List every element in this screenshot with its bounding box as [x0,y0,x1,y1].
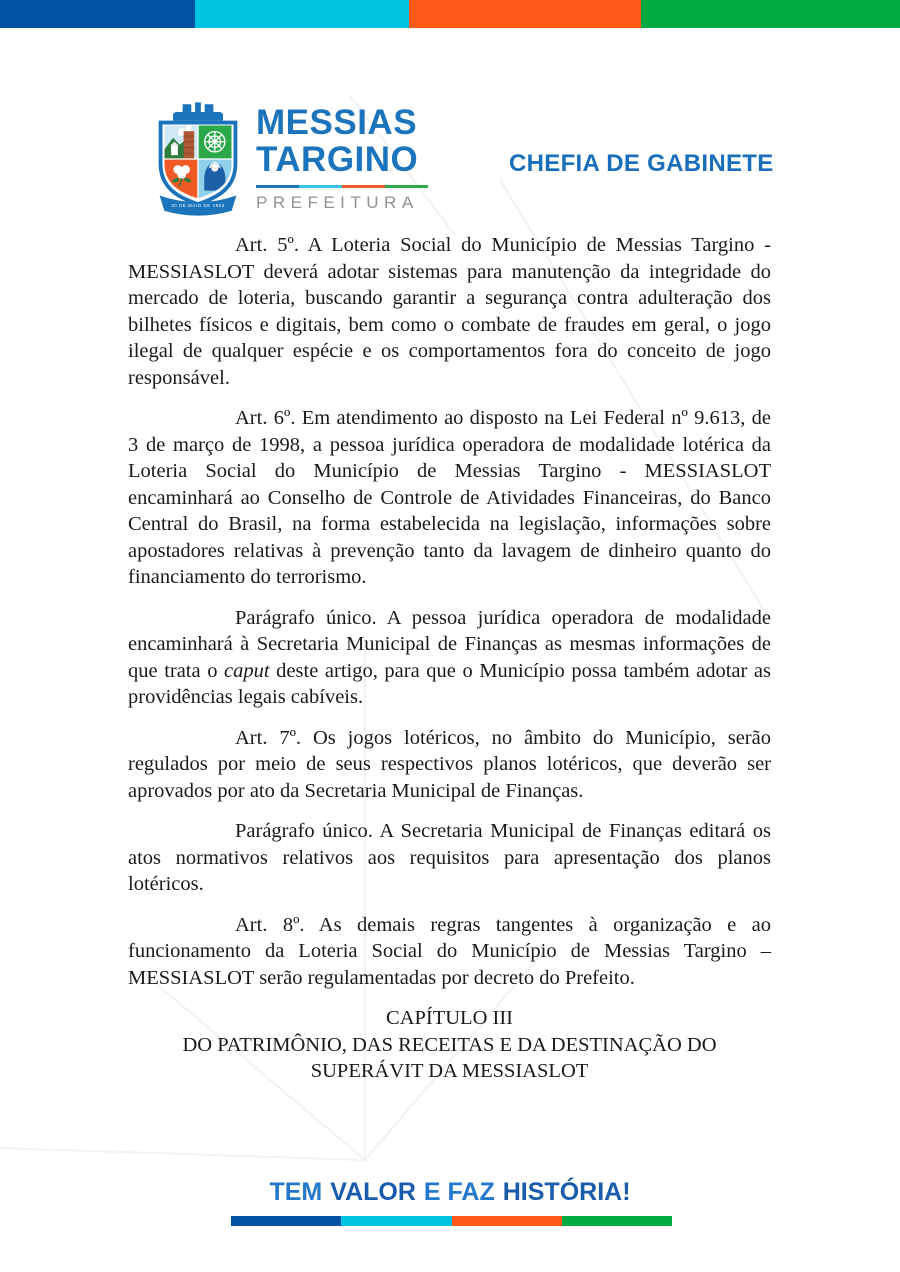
art-7-sole-paragraph-text: Parágrafo único. A Secretaria Municipal de Finanças editará os atos normativos relativos aos requisitos para apresentação dos planos lotéricos. [128,820,771,895]
bottom-bar-green-segment [562,1216,672,1226]
paragraph-art-7-sole-paragraph [128,818,771,898]
footer-slogan [0,1178,900,1207]
chapter-heading [128,1005,771,1085]
paragraph-art-6 [128,405,771,591]
chapter-title: CAPÍTULO III [386,1007,513,1029]
paragraph-art-6-text: Art. 6º. Em atendimento ao disposto na Lei Federal nº 9.613, de 3 de março de 1998, a pessoa jurídica operadora de modalidade lotérica da Loteria Social do Município de Messias Targino - MESSIASLOT encaminhará ao Conselho de Controle de Atividades Financeiras, do Banco Central do Brasil, na forma estabelecida na legislação, informações sobre apostadores relativas à prevenção tanto da lavagem de dinheiro quanto do financiamento do terrorismo. [128,407,771,588]
city-crest-icon [150,98,246,220]
paragraph-art-7 [128,725,771,805]
bottom-bar-cyan-segment [341,1216,451,1226]
underline-orange-segment [342,185,385,188]
logo-subtitle: PREFEITURA [256,193,419,212]
logo-underline-bar [256,185,428,188]
crest-motto-text: 30 DE MAIO DE 1963 [171,203,225,208]
underline-cyan-segment [299,185,342,188]
sole-paragraph-post-text: deste artigo, para que o Município possa também adotar as providências legais cabíveis. [128,659,771,708]
caput-italic-term: caput [224,659,270,682]
underline-blue-segment [256,185,299,188]
logo-wordmark [256,98,428,220]
municipal-logo [150,98,428,220]
underline-green-segment [385,185,428,188]
bottom-bar-orange-segment [452,1216,562,1226]
bottom-color-bar [231,1216,672,1226]
logo-name-line1: MESSIAS [256,103,418,142]
paragraph-art-8-text: Art. 8º. As demais regras tangentes à organização e ao funcionamento da Loteria Social do Município de Messias Targino – MESSIASLOT serão regulamentadas por decreto do Prefeito. [128,913,771,989]
slogan-word-historia: HISTÓRIA! [502,1178,631,1206]
chapter-subtitle: DO PATRIMÔNIO, DAS RECEITAS E DA DESTINAÇÃO DO SUPERÁVIT DA MESSIASLOT [182,1033,717,1082]
document-body [128,232,771,1085]
paragraph-art-5-text: Art. 5º. A Loteria Social do Município de Messias Targino - MESSIASLOT deverá adotar sistemas para manutenção da integridade do mercado de loteria, buscando garantir a segurança contra adulteração dos bilhetes físicos e digitais, bem como o combate de fraudes em geral, o jogo ilegal de qualquer espécie e os comportamentos fora do conceito de jogo responsável. [128,234,771,389]
sole-paragraph-pre-text: Parágrafo único. A pessoa jurídica operadora de modalidade encaminhará à Secretaria Municipal de Finanças as mesmas informações de que trata o [128,606,771,682]
paragraph-art-7-text: Art. 7º. Os jogos lotéricos, no âmbito do Município, serão regulados por meio de seus respectivos planos lotéricos, que deverão ser aprovados por ato da Secretaria Municipal de Finanças. [128,726,771,802]
slogan-word-tem: TEM [269,1178,323,1206]
bottom-bar-blue-segment [231,1216,341,1226]
paragraph-art-8 [128,912,771,992]
paragraph-art-5 [128,232,771,391]
slogan-word-valor: VALOR [330,1178,416,1206]
paragraph-art-6-sole-paragraph [128,605,771,711]
logo-name-line2: TARGINO [256,140,419,179]
department-title: CHEFIA DE GABINETE [509,150,774,177]
slogan-word-e-faz: E FAZ [423,1178,495,1206]
